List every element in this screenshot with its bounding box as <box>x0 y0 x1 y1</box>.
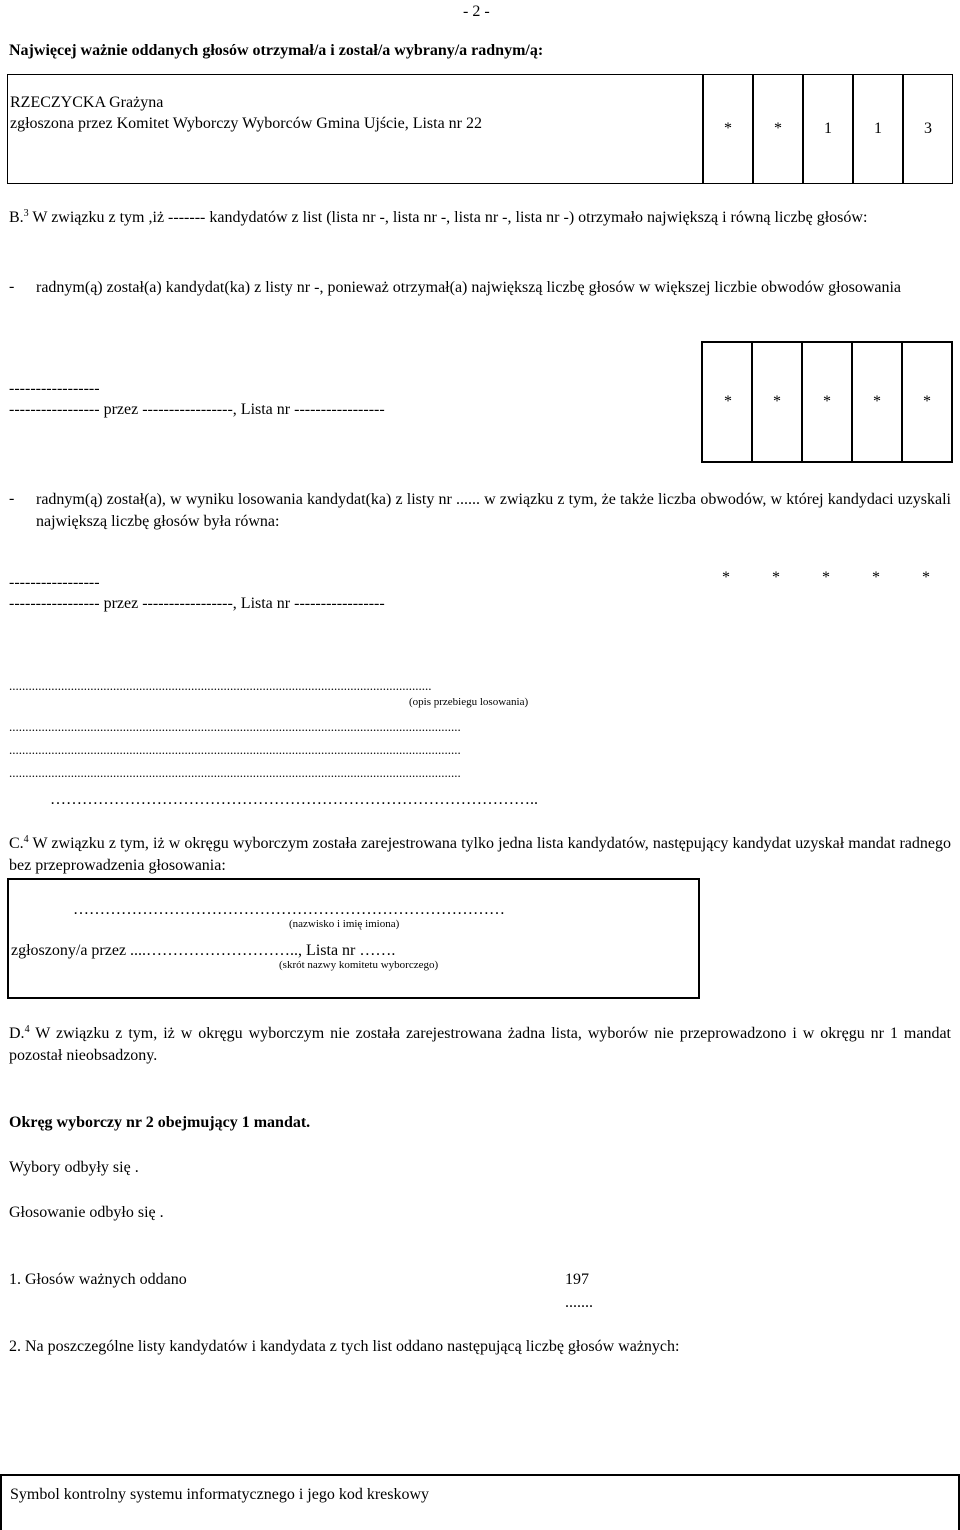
tie-box-2-line2: ----------------- przez -----------------, Lista nr ----------------- <box>9 595 385 612</box>
elections-held: Wybory odbyły się . <box>9 1159 139 1176</box>
control-symbol-box <box>0 1474 960 1530</box>
section-d-text: W związku z tym, iż w okręgu wyborczym nie została zarejestrowana żadna lista, wyborów nie przeprowadzono i w okręgu nr 1 mandat pozostał nieobsadzony. <box>9 1025 952 1064</box>
section-b-item1-dash: - <box>9 278 15 295</box>
dots-line: ........................................................................................................................................... <box>9 742 461 757</box>
section-d-letter: D. <box>9 1025 25 1042</box>
section-b-item1: radnym(ą) został(a) kandydat(ka) z listy nr -, ponieważ otrzymał(a) największą liczbę głosów w większej liczbie obwodów głosowania <box>36 279 902 296</box>
valid-votes-value: 197 <box>565 1271 589 1288</box>
district-2-heading: Okręg wyborczy nr 2 obejmujący 1 mandat. <box>9 1114 311 1131</box>
section-a-heading: Najwięcej ważnie oddanych głosów otrzymał/a i został/a wybrany/a radnym/ą: <box>9 42 544 59</box>
votes-digit: 1 <box>824 120 832 137</box>
digit: * <box>922 569 930 586</box>
section-b-letter: B. <box>9 209 24 226</box>
digit: * <box>822 569 830 586</box>
digit-cell <box>901 343 951 461</box>
control-symbol-label: Symbol kontrolny systemu informatycznego i jego kod kreskowy <box>10 1486 430 1503</box>
dots-line: ........................................................................................................................................... <box>9 719 461 734</box>
dots-line: ........................................................................................................................................... <box>9 765 461 780</box>
voting-held: Głosowanie odbyło się . <box>9 1204 164 1221</box>
digit: * <box>873 393 881 410</box>
list-votes-label: 2. Na poszczególne listy kandydatów i kandydata z tych list oddano następującą liczbę głosów ważnych: <box>9 1338 680 1355</box>
votes-digit-cell <box>752 75 802 183</box>
section-b-paragraph <box>9 207 951 229</box>
footnote-marker: 4 <box>24 1024 30 1035</box>
valid-votes-dots: ....... <box>565 1294 593 1311</box>
votes-digit-cell <box>802 75 852 183</box>
votes-digit: * <box>774 120 782 137</box>
digit: * <box>923 393 931 410</box>
section-b-text: W związku z tym ,iż ------- kandydatów z list (lista nr -, lista nr -, lista nr -, lista nr -) otrzymało największą i równą liczbę głosów: <box>32 209 868 226</box>
committee-caption: (skrót nazwy komitetu wyborczego) <box>279 959 439 971</box>
votes-digit: 1 <box>874 120 882 137</box>
sole-candidate-box <box>7 878 700 999</box>
tie-box-2-line1: ----------------- <box>9 574 100 591</box>
digit-cell <box>703 343 753 461</box>
winner-box <box>7 74 953 184</box>
section-c-text: W związku z tym, iż w okręgu wyborczym została zarejestrowana tylko jedna lista kandydatów, następujący kandydat uzyskał mandat radnego bez przeprowadzenia głosowania: <box>9 835 951 874</box>
candidate-name: RZECZYCKA Grażyna <box>10 94 164 111</box>
votes-digit: * <box>724 120 732 137</box>
votes-digit-cell <box>852 75 902 183</box>
votes-digit-cell <box>702 75 752 183</box>
tie-box-2-digits <box>701 533 953 651</box>
tie-box-1-line2: ----------------- przez -----------------, Lista nr ----------------- <box>9 401 385 418</box>
section-b-item2-dash: - <box>9 490 15 507</box>
page-number: - 2 - <box>463 3 490 20</box>
tie-box-1-digits <box>701 341 953 463</box>
valid-votes-label: 1. Głosów ważnych oddano <box>9 1271 187 1288</box>
section-c-paragraph <box>9 833 951 877</box>
digit: * <box>773 393 781 410</box>
digit-cell <box>751 343 801 461</box>
lottery-caption: (opis przebiegu losowania) <box>409 696 529 708</box>
section-d-paragraph <box>9 1023 951 1067</box>
candidate-name-caption: (nazwisko i imię imiona) <box>289 918 400 930</box>
digit: * <box>872 569 880 586</box>
footnote-marker: 4 <box>23 834 29 845</box>
digit: * <box>772 569 780 586</box>
tie-box-1-line1: ----------------- <box>9 380 100 397</box>
lottery-dots: .................................................................................................................................. <box>9 678 432 693</box>
section-b-item2: radnym(ą) został(a), w wyniku losowania kandydat(ka) z listy nr ...... w związku z tym, że także liczba obwodów, w której kandydaci uzyskali największą liczbę głosów była równa: <box>36 491 951 530</box>
section-c-letter: C. <box>9 835 24 852</box>
digit: * <box>724 393 732 410</box>
dots-line: ……………………………………………………………………………….. <box>50 791 538 808</box>
footnote-marker: 3 <box>23 208 29 219</box>
digit: * <box>722 569 730 586</box>
votes-digit: 3 <box>924 120 932 137</box>
candidate-submitted-line: zgłoszony/a przez ....……………………….., Lista nr ……. <box>11 942 396 959</box>
digit-cell <box>851 343 901 461</box>
candidate-name-dots: ……………………………………………………………………… <box>73 901 505 918</box>
digit: * <box>823 393 831 410</box>
votes-digit-cell <box>902 75 952 183</box>
digit-cell <box>801 343 851 461</box>
candidate-committee: zgłoszona przez Komitet Wyborczy Wyborców Gmina Ujście, Lista nr 22 <box>10 115 483 132</box>
